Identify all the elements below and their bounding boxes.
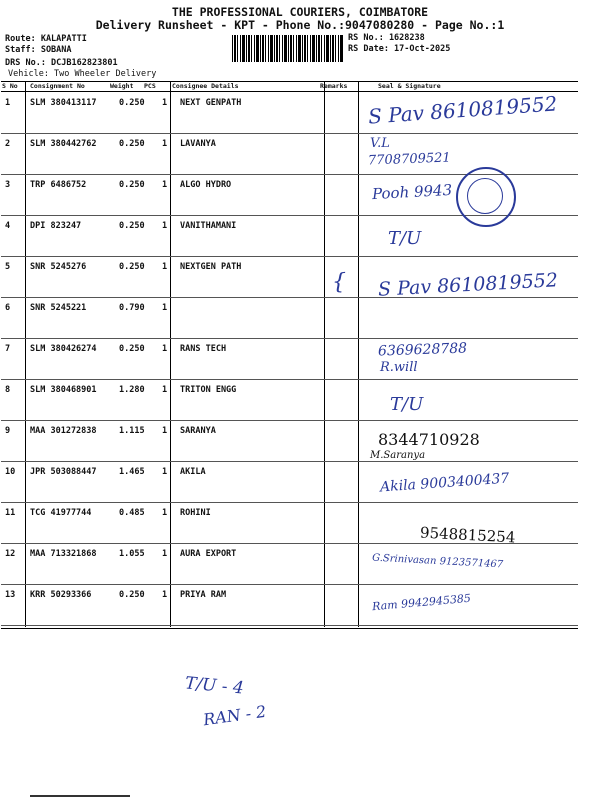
row-sno: 10 <box>5 467 16 477</box>
phone-row-11: 9548815254 <box>419 523 516 547</box>
phone-row-9: 8344710928 <box>378 430 480 449</box>
row-consignee: RANS TECH <box>180 344 227 354</box>
row-consignment: SLM 380442762 <box>30 139 97 149</box>
company-title: THE PROFESSIONAL COURIERS, COIMBATORE <box>171 5 429 19</box>
row-weight: 0.250 <box>119 221 145 231</box>
signature-row-1: S Pav 8610819552 <box>367 91 559 129</box>
signature-row-13: Ram 9942945385 <box>371 591 472 614</box>
row-sno: 3 <box>5 180 11 190</box>
row-weight: 0.250 <box>119 98 145 108</box>
col-seal-signature: Seal & Signature <box>378 82 441 90</box>
row-weight: 0.485 <box>119 508 145 518</box>
row-consignee: ALGO HYDRO <box>180 180 232 190</box>
staff-label: Staff: SOBANA <box>5 45 72 55</box>
row-consignee: LAVANYA <box>180 139 216 149</box>
route-label: Route: KALAPATTI <box>5 34 87 44</box>
table-row <box>1 297 578 339</box>
row-weight: 1.465 <box>119 467 145 477</box>
row-weight: 0.250 <box>119 262 145 272</box>
signature-row-2: V.L <box>370 136 390 151</box>
summary-note-tu: T/U - 4 <box>184 673 245 699</box>
row-consignment: SLM 380413117 <box>30 98 97 108</box>
row-consignment: SNR 5245276 <box>30 262 87 272</box>
row-weight: 0.250 <box>119 344 145 354</box>
row-consignment: MAA 713321868 <box>30 549 97 559</box>
rs-number: RS No.: 1628238 <box>348 33 425 43</box>
signature-row-8: T/U <box>390 394 424 415</box>
col-consignee: Consignee Details <box>172 82 239 90</box>
row-sno: 7 <box>5 344 11 354</box>
drs-number: DRS No.: DCJB162823801 <box>5 58 118 68</box>
row-pcs: 1 <box>162 508 168 518</box>
row-weight: 0.790 <box>119 303 145 313</box>
row-pcs: 1 <box>162 426 168 436</box>
row-sno: 8 <box>5 385 11 395</box>
row-consignment: SLM 380468901 <box>30 385 97 395</box>
row-consignment: SNR 5245221 <box>30 303 87 313</box>
row-weight: 0.250 <box>119 139 145 149</box>
barcode <box>232 35 344 62</box>
remark-mark-row-5: { <box>332 270 346 295</box>
row-pcs: 1 <box>162 344 168 354</box>
signature-row-7: R.will <box>380 360 418 375</box>
row-consignment: TCG 41977744 <box>30 508 92 518</box>
vehicle-label: Vehicle: Two Wheeler Delivery <box>8 69 157 79</box>
row-consignee: PRIYA RAM <box>180 590 227 600</box>
phone-row-2: 7708709521 <box>367 150 451 169</box>
row-consignee: VANITHAMANI <box>180 221 237 231</box>
row-pcs: 1 <box>162 303 168 313</box>
row-sno: 2 <box>5 139 11 149</box>
row-pcs: 1 <box>162 590 168 600</box>
row-consignment: TRP 6486752 <box>30 180 87 190</box>
row-consignment: SLM 380426274 <box>30 344 97 354</box>
row-consignee: ROHINI <box>180 508 211 518</box>
signature-row-4: T/U <box>388 228 422 249</box>
row-pcs: 1 <box>162 98 168 108</box>
row-consignment: MAA 301272838 <box>30 426 97 436</box>
row-sno: 13 <box>5 590 16 600</box>
col-remarks: Remarks <box>320 82 348 90</box>
row-weight: 0.250 <box>119 590 145 600</box>
row-sno: 1 <box>5 98 11 108</box>
row-sno: 6 <box>5 303 11 313</box>
col-consignment: Consignment No <box>30 82 85 90</box>
table-row <box>1 584 578 626</box>
row-sno: 12 <box>5 549 16 559</box>
row-consignee: AURA EXPORT <box>180 549 237 559</box>
runsheet-subtitle: Delivery Runsheet - KPT - Phone No.:9047080280 - Page No.:1 <box>95 18 505 32</box>
row-consignment: KRR 50293366 <box>30 590 92 600</box>
row-pcs: 1 <box>162 180 168 190</box>
table-row <box>1 420 578 462</box>
table-row <box>1 379 578 421</box>
signature-row-5: S Pav 8610819552 <box>377 269 559 301</box>
row-consignee: NEXTGEN PATH <box>180 262 242 272</box>
row-consignee: AKILA <box>180 467 206 477</box>
col-sno: S No <box>2 82 18 90</box>
row-sno: 9 <box>5 426 11 436</box>
row-pcs: 1 <box>162 385 168 395</box>
table-row <box>1 338 578 380</box>
row-pcs: 1 <box>162 262 168 272</box>
row-consignee: TRITON ENGG <box>180 385 237 395</box>
phone-row-7: 6369628788 <box>377 340 468 360</box>
row-consignment: JPR 503088447 <box>30 467 97 477</box>
rs-date: RS Date: 17-Oct-2025 <box>348 44 451 54</box>
row-pcs: 1 <box>162 139 168 149</box>
summary-note-ran: RAN - 2 <box>201 701 268 730</box>
row-consignee: NEXT GENPATH <box>180 98 242 108</box>
row-sno: 11 <box>5 508 16 518</box>
row-sno: 5 <box>5 262 11 272</box>
row-weight: 1.115 <box>119 426 145 436</box>
row-consignee: SARANYA <box>180 426 216 436</box>
row-weight: 1.055 <box>119 549 145 559</box>
col-pcs: PCS <box>144 82 156 90</box>
col-weight: Weight <box>110 82 134 90</box>
company-seal-stamp <box>456 167 516 227</box>
row-weight: 1.280 <box>119 385 145 395</box>
row-pcs: 1 <box>162 221 168 231</box>
signature-row-10: Akila 9003400437 <box>379 470 510 496</box>
signature-row-12: G.Srinivasan 9123571467 <box>371 552 504 571</box>
row-sno: 4 <box>5 221 11 231</box>
signature-row-3: Pooh 9943 <box>371 180 453 204</box>
row-consignment: DPI 823247 <box>30 221 82 231</box>
row-weight: 0.250 <box>119 180 145 190</box>
signature-row-9: M.Saranya <box>370 450 426 461</box>
row-pcs: 1 <box>162 549 168 559</box>
row-pcs: 1 <box>162 467 168 477</box>
page-edge-mark <box>30 795 130 797</box>
